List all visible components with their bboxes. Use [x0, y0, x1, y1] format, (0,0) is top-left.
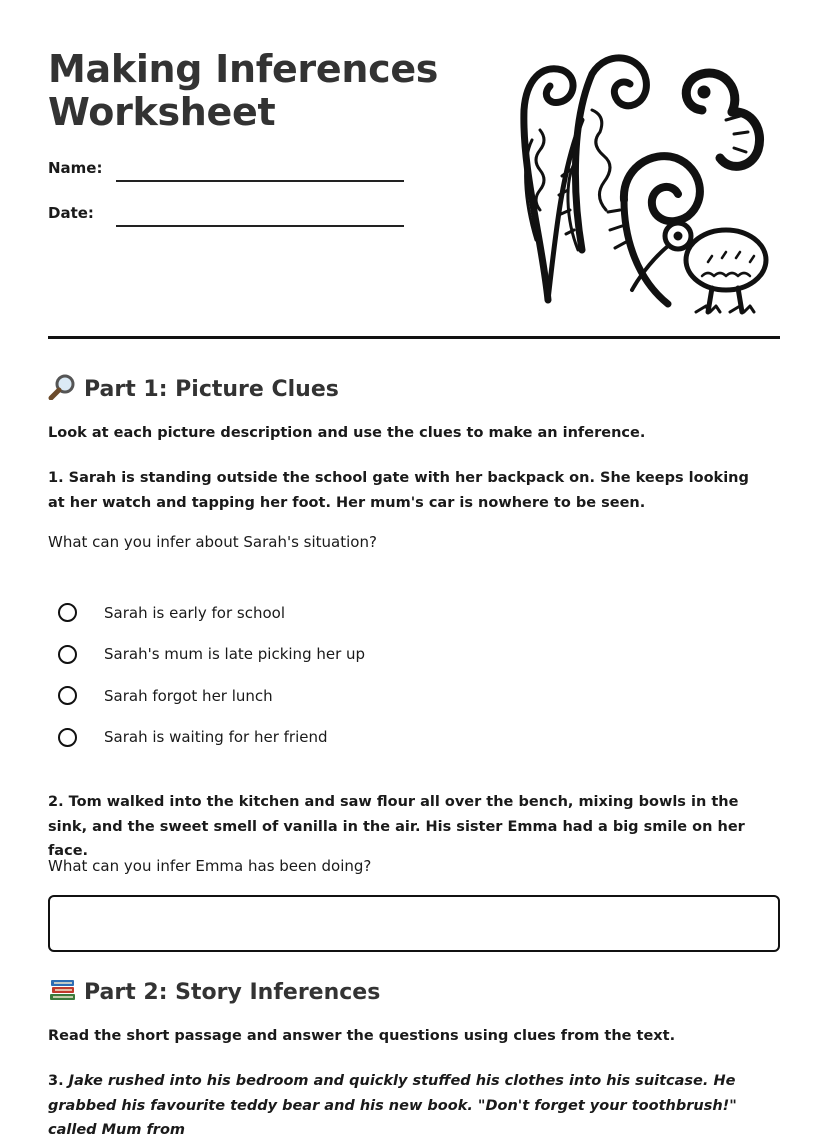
option-early-for-school[interactable]: Sarah is early for school: [58, 592, 558, 634]
question-2: 2. Tom walked into the kitchen and saw flour all over the bench, mixing bowls in the sink, and the sweet smell of vanilla in the air. His sister Emma had a big smile on her face.: [48, 794, 745, 859]
part2-heading: Part 2: Story Inferences: [48, 977, 380, 1007]
option-mum-late[interactable]: Sarah's mum is late picking her up: [58, 634, 558, 676]
question-1: 1. Sarah is standing outside the school gate with her backpack on. She keeps looking at her watch and tapping her foot. Her mum's car is nowhere to be seen.: [48, 470, 749, 511]
date-line[interactable]: [116, 225, 404, 227]
name-label: Name:: [48, 159, 103, 177]
date-label: Date:: [48, 204, 94, 222]
name-line[interactable]: [116, 180, 404, 182]
question-3: 3. Jake rushed into his bedroom and quickly stuffed his clothes into his suitcase. He grabbed his favourite teddy bear and his new book. "Don't forget your toothbrush!" called Mum from: [48, 1073, 737, 1138]
part1-heading: Part 1: Picture Clues: [48, 374, 339, 404]
option-waiting-for-friend[interactable]: Sarah is waiting for her friend: [58, 717, 558, 759]
question-2-answer-field[interactable]: [48, 895, 780, 952]
worksheet-title: Making Inferences Worksheet: [48, 47, 439, 134]
radio-button[interactable]: [58, 645, 77, 664]
books-icon: [48, 977, 78, 1003]
option-forgot-lunch[interactable]: Sarah forgot her lunch: [58, 675, 558, 717]
radio-button[interactable]: [58, 728, 77, 747]
kiwi-fern-illustration-icon: [512, 50, 772, 320]
magnifying-glass-icon: [48, 374, 78, 400]
question-1-options: [58, 592, 558, 758]
radio-button[interactable]: [58, 686, 77, 705]
question-1-prompt: What can you infer about Sarah's situation?: [48, 533, 377, 551]
part1-instructions: Look at each picture description and use the clues to make an inference.: [48, 425, 646, 441]
question-2-prompt: What can you infer Emma has been doing?: [48, 857, 372, 875]
part2-instructions: Read the short passage and answer the questions using clues from the text.: [48, 1028, 676, 1044]
radio-button[interactable]: [58, 603, 77, 622]
header-divider: [48, 336, 780, 339]
